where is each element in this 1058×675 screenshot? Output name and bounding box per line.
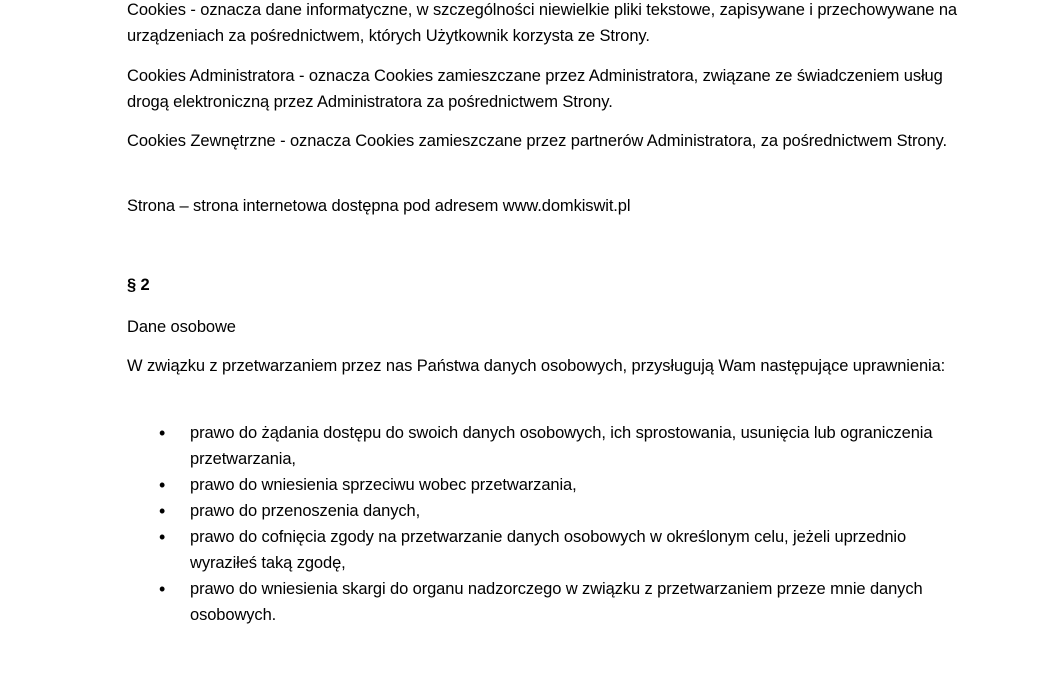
list-item (127, 524, 957, 576)
list-item-text: prawo do cofnięcia zgody na przetwarzanie danych osobowych w określonym celu, jeżeli uprzednio wyraziłeś taką zgodę, (190, 528, 907, 572)
definition-cookies: Cookies - oznacza dane informatyczne, w szczególności niewielkie pliki tekstowe, zapisywane i przechowywane na urządzeniach za pośrednictwem, których Użytkownik korzysta ze Strony. (127, 1, 957, 45)
definition-cookies-zewnetrzne: Cookies Zewnętrzne - oznacza Cookies zamieszczane przez partnerów Administratora, za pośrednictwem Strony. (127, 132, 947, 150)
bullet-icon: • (159, 527, 166, 547)
list-item-text: prawo do wniesienia sprzeciwu wobec przetwarzania, (190, 476, 577, 494)
definition-cookies-administratora: Cookies Administratora - oznacza Cookies zamieszczane przez Administratora, związane ze świadczeniem usług drogą elektroniczną przez Administratora za pośrednictwem Strony. (127, 67, 943, 111)
section-number: § 2 (127, 276, 150, 294)
list-item (127, 472, 957, 498)
list-item-text: prawo do przenoszenia danych, (190, 502, 421, 520)
section-title: Dane osobowe (127, 318, 236, 336)
list-item-text: prawo do żądania dostępu do swoich danych osobowych, ich sprostowania, usunięcia lub ograniczenia przetwarzania, (190, 424, 933, 468)
list-item-text: prawo do wniesienia skargi do organu nadzorczego w związku z przetwarzaniem przeze mnie danych osobowych. (190, 580, 923, 624)
list-item (127, 576, 957, 628)
bullet-icon: • (159, 423, 166, 443)
bullet-icon: • (159, 501, 166, 521)
bullet-icon: • (159, 579, 166, 599)
rights-list (127, 420, 957, 628)
definition-strona: Strona – strona internetowa dostępna pod adresem www.domkiswit.pl (127, 197, 631, 215)
section-intro: W związku z przetwarzaniem przez nas Państwa danych osobowych, przysługują Wam następujące uprawnienia: (127, 357, 946, 375)
list-item (127, 420, 957, 472)
list-item (127, 498, 957, 524)
bullet-icon: • (159, 475, 166, 495)
